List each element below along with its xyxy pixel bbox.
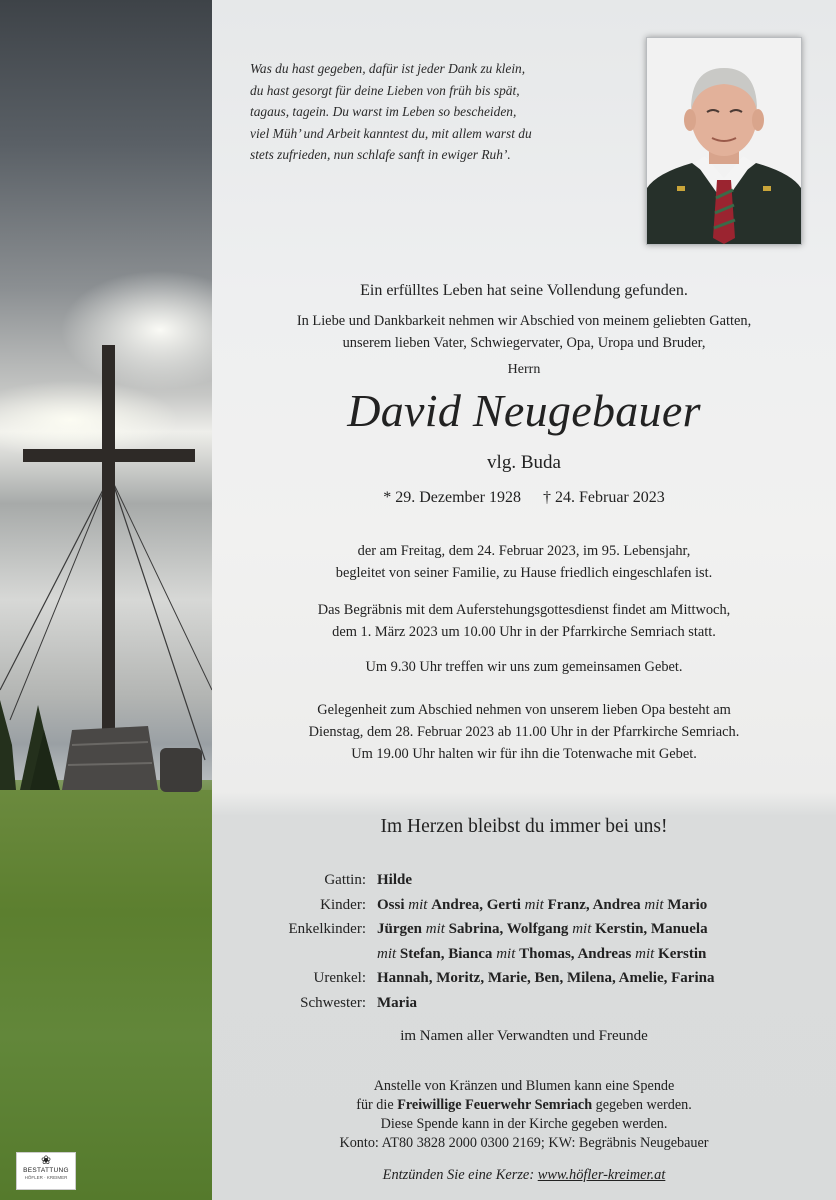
- donation-line: [212, 1096, 836, 1115]
- poem-line: stets zufrieden, nun schlafe sanft in ewiger Ruh’.: [250, 147, 511, 162]
- birth-date: * 29. Dezember 1928: [383, 489, 521, 506]
- family-row: [262, 942, 822, 967]
- death-date: † 24. Februar 2023: [542, 489, 665, 506]
- farewell-line: In Liebe und Dankbarkeit nehmen wir Abschied von meinem geliebten Gatten,: [296, 313, 752, 329]
- member-names: Hannah, Moritz, Marie, Ben, Milena, Amelie, Farina: [377, 970, 715, 986]
- connector-word: mit: [422, 921, 449, 937]
- family-row: [262, 868, 822, 893]
- funeral-paragraph: [212, 599, 836, 643]
- family-label: Kinder:: [320, 896, 366, 913]
- poem-line: du hast gesorgt für deine Lieben von früh bis spät,: [250, 82, 520, 98]
- paragraph-line: Gelegenheit zum Abschied nehmen von unserem lieben Opa besteht am: [317, 702, 731, 718]
- member-names: Andrea, Gerti: [431, 896, 521, 913]
- member-names: Stefan, Bianca: [399, 945, 493, 962]
- poem-line: tagaus, tagein. Du warst im Leben so bescheiden,: [250, 104, 517, 119]
- family-list: [262, 868, 822, 1015]
- family-row: [262, 966, 822, 991]
- donation-note: [212, 1077, 836, 1153]
- paragraph-line: Dienstag, dem 28. Februar 2023 ab 11.00 Uhr in der Pfarrkirche Semriach.: [308, 724, 740, 740]
- connector-word: mit: [520, 896, 548, 913]
- family-row: [262, 991, 822, 1016]
- candle-text: Entzünden Sie eine Kerze:: [382, 1167, 538, 1183]
- family-row: [262, 893, 822, 918]
- member-names: Ossi: [377, 896, 405, 913]
- connector-word: mit: [568, 921, 596, 937]
- poem-line: Was du hast gegeben, dafür ist jeder Dank zu klein,: [250, 61, 526, 76]
- summit-cross-icon: [0, 0, 212, 1200]
- paragraph-line: Das Begräbnis mit dem Auferstehungsgottesdienst findet am Mittwoch,: [317, 602, 731, 618]
- paragraph-line: dem 1. März 2023 um 10.00 Uhr in der Pfarrkirche Semriach statt.: [332, 624, 716, 640]
- death-notice-paragraph: [212, 540, 836, 584]
- family-label: Enkelkinder:: [288, 921, 366, 937]
- closing-line: im Namen aller Verwandten und Freunde: [400, 1028, 648, 1044]
- family-members: [377, 917, 708, 942]
- background-photo-cross: [0, 0, 212, 1200]
- portrait-man-icon: [647, 38, 801, 244]
- memorial-poem: [250, 58, 630, 166]
- family-label: Gattin:: [324, 872, 366, 888]
- family-label: Schwester:: [300, 994, 366, 1011]
- family-members: [377, 893, 707, 918]
- connector-word: mit: [640, 896, 668, 913]
- member-names: Jürgen: [377, 921, 422, 937]
- logo-sub: HÖFLER · KREIMER: [24, 1175, 68, 1180]
- viewing-paragraph: [212, 699, 836, 743]
- connector-word: mit: [492, 945, 520, 962]
- family-members: [377, 942, 706, 967]
- funeral-home-logo: [16, 1152, 76, 1190]
- family-label: [262, 942, 377, 967]
- candle-line: [212, 1167, 836, 1184]
- member-names: Sabrina, Wolfgang: [448, 921, 569, 937]
- paragraph-line: der am Freitag, dem 24. Februar 2023, im 95. Lebensjahr,: [357, 543, 691, 559]
- family-label: Urenkel:: [313, 970, 366, 986]
- donation-line: Anstelle von Kränzen und Blumen kann eine Spende: [373, 1078, 675, 1094]
- website-link[interactable]: www.höfler-kreimer.at: [537, 1167, 666, 1183]
- flame-icon: ❀: [40, 1153, 52, 1167]
- farewell-line: unserem lieben Vater, Schwiegervater, Opa, Uropa und Bruder,: [342, 335, 706, 351]
- donation-recipient: Freiwillige Feuerwehr Semriach: [397, 1097, 593, 1113]
- member-names: Kerstin: [658, 945, 707, 962]
- farewell-text: [212, 310, 836, 354]
- connector-word: mit: [404, 896, 432, 913]
- deceased-name: David Neugebauer: [347, 385, 701, 436]
- poem-line: viel Müh’ und Arbeit kanntest du, mit allem warst du: [250, 125, 532, 141]
- member-names: Hilde: [377, 872, 413, 888]
- donation-line: Diese Spende kann in der Kirche gegeben werden.: [380, 1116, 668, 1132]
- member-names: Kerstin, Manuela: [595, 921, 708, 937]
- bank-account: Konto: AT80 3828 2000 0300 2169; KW: Begräbnis Neugebauer: [339, 1135, 709, 1151]
- logo-name: BESTATTUNG: [23, 1167, 69, 1174]
- donation-pre: für die: [356, 1097, 398, 1113]
- connector-word: mit: [631, 945, 659, 962]
- salutation: Herrn: [507, 362, 541, 377]
- family-members: [377, 991, 417, 1016]
- vulgo-name: vlg. Buda: [487, 452, 561, 473]
- family-members: [377, 966, 714, 991]
- connector-word: mit: [377, 945, 400, 962]
- vigil-paragraph: Um 19.00 Uhr halten wir für ihn die Totenwache mit Gebet.: [351, 746, 697, 762]
- family-row: [262, 917, 822, 942]
- life-dates: [212, 489, 836, 507]
- intro-sentence: Ein erfülltes Leben hat seine Vollendung gefunden.: [360, 282, 688, 299]
- member-names: Mario: [667, 896, 708, 913]
- prayer-paragraph: Um 9.30 Uhr treffen wir uns zum gemeinsamen Gebet.: [365, 659, 683, 675]
- donation-post: gegeben werden.: [592, 1097, 692, 1113]
- paragraph-line: begleitet von seiner Familie, zu Hause friedlich eingeschlafen ist.: [335, 565, 713, 581]
- motto: Im Herzen bleibst du immer bei uns!: [380, 816, 668, 837]
- member-names: Maria: [377, 994, 417, 1011]
- family-members: [377, 868, 412, 893]
- member-names: Thomas, Andreas: [519, 945, 632, 962]
- member-names: Franz, Andrea: [547, 896, 641, 913]
- portrait-photo: [646, 37, 802, 245]
